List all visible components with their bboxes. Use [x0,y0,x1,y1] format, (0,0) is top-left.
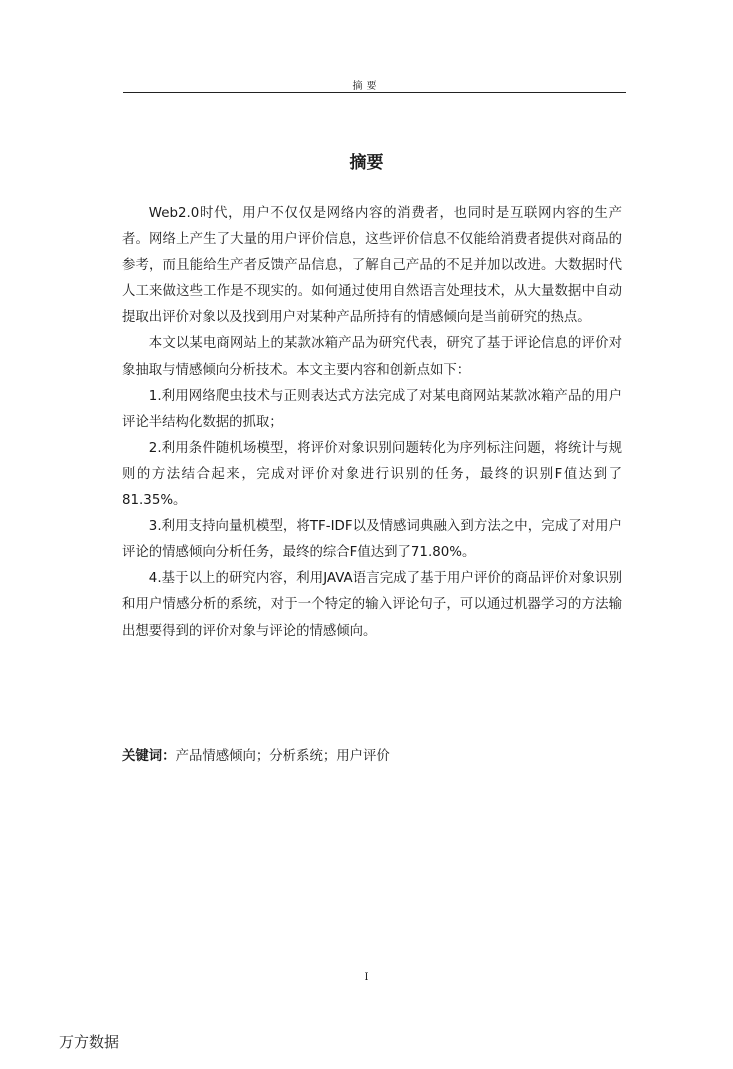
running-header: 摘要 [352,81,381,92]
page-number: I [364,972,369,983]
abstract-paragraph: 本文以某电商网站上的某款冰箱产品为研究代表，研究了基于评论信息的评价对象抽取与情感倾向分析技术。本文主要内容和创新点如下： [122,336,622,378]
abstract-paragraph: 4.基于以上的研究内容，利用JAVA语言完成了基于用户评价的商品评价对象识别和用户情感分析的系统，对于一个特定的输入评论句子，可以通过机器学习的方法输出想要得到的评价对象与评论的情感倾向。 [122,571,622,639]
abstract-paragraph: 1.利用网络爬虫技术与正则表达式方法完成了对某电商网站某款冰箱产品的用户评论半结构化数据的抓取； [122,388,622,430]
abstract-paragraph: 3.利用支持向量机模型，将TF-IDF以及情感词典融入到方法之中，完成了对用户评论的情感倾向分析任务，最终的综合F值达到了71.80%。 [122,519,622,561]
watermark: 万方数据 [59,1033,120,1051]
keywords-line [122,744,622,770]
keywords-value: 产品情感倾向；分析系统；用户评价 [175,749,390,764]
abstract-paragraph: 2.利用条件随机场模型，将评价对象识别问题转化为序列标注问题，将统计与规则的方法结合起来，完成对评价对象进行识别的任务，最终的识别F值达到了81.35%。 [122,440,622,509]
abstract-body [122,201,622,645]
header-rule [123,92,626,93]
keywords-label: 关键词： [122,749,176,764]
abstract-paragraph: Web2.0时代，用户不仅仅是网络内容的消费者，也同时是互联网内容的生产者。网络上产生了大量的用户评价信息，这些评价信息不仅能给消费者提供对商品的参考，而且能给生产者反馈产品信息，了解自己产品的不足并加以改进。大数据时代人工来做这些工作是不现实的。如何通过使用自然语言处理技术，从大量数据中自动提取出评价对象以及找到用户对某种产品所持有的情感倾向是当前研究的热点。 [122,206,622,326]
page-title: 摘要 [349,153,384,173]
